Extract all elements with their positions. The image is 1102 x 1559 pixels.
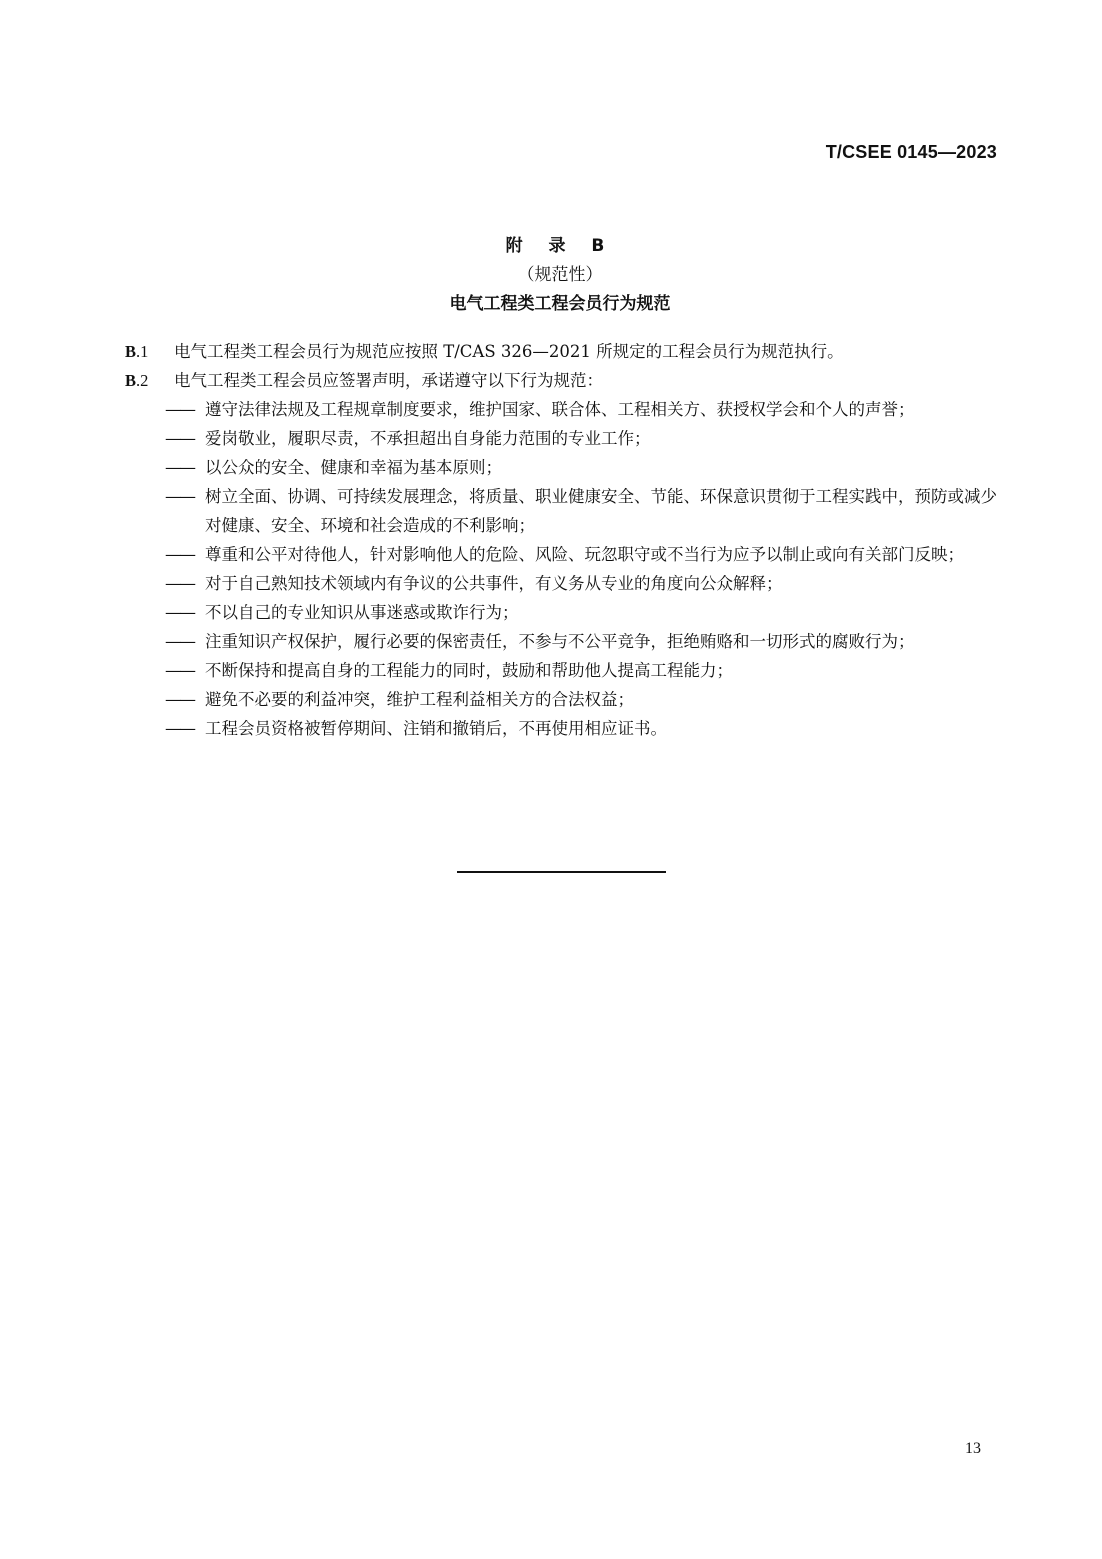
list-item-text: 不以自己的专业知识从事迷惑或欺诈行为； [205, 603, 519, 622]
page-number: 13 [965, 1440, 981, 1457]
clause-b1 [125, 337, 997, 366]
list-item [125, 424, 997, 453]
list-item [125, 656, 997, 685]
list-item-text: 以公众的安全、健康和幸福为基本原则； [205, 458, 502, 477]
annex-content [125, 337, 997, 743]
list-dash: —— [165, 661, 194, 680]
list-item-text: 树立全面、协调、可持续发展理念，将质量、职业健康安全、节能、环保意识贯彻于工程实践中，预防或减少对健康、安全、环境和社会造成的不利影响； [205, 487, 997, 535]
list-dash: —— [165, 458, 194, 477]
list-item-text: 避免不必要的利益冲突，维护工程利益相关方的合法权益； [205, 690, 634, 709]
list-item [125, 685, 997, 714]
list-item [125, 598, 997, 627]
annex-heading [0, 232, 1102, 319]
list-item-text: 对于自己熟知技术领域内有争议的公共事件，有义务从专业的角度向公众解释； [205, 574, 783, 593]
list-item [125, 627, 997, 656]
standard-number: T/CSEE 0145—2023 [825, 142, 997, 162]
list-dash: —— [165, 400, 194, 419]
list-dash: —— [165, 545, 194, 564]
list-item [125, 395, 997, 424]
annex-title: 附 录 B [505, 236, 615, 256]
list-dash: —— [165, 574, 194, 593]
list-item [125, 540, 997, 569]
list-item-text: 工程会员资格被暂停期间、注销和撤销后，不再使用相应证书。 [205, 719, 667, 738]
clause-text: 电气工程类工程会员应签署声明，承诺遵守以下行为规范： [174, 371, 603, 390]
clause-subnumber: .2 [136, 371, 149, 390]
list-dash: —— [165, 690, 194, 709]
list-item [125, 453, 997, 482]
clause-number [125, 337, 174, 366]
annex-name: 电气工程类工程会员行为规范 [449, 294, 671, 314]
list-dash: —— [165, 632, 194, 651]
list-item-text: 遵守法律法规及工程规章制度要求，维护国家、联合体、工程相关方、获授权学会和个人的声誉； [205, 400, 915, 419]
clause-number [125, 366, 174, 395]
list-item [125, 569, 997, 598]
clause-letter: B [125, 342, 137, 361]
clause-text: 电气工程类工程会员行为规范应按照 T/CAS 326—2021 所规定的工程会员行为规范执行。 [174, 342, 844, 361]
list-item-text: 尊重和公平对待他人，针对影响他人的危险、风险、玩忽职守或不当行为应予以制止或向有关部门反映； [205, 545, 964, 564]
list-dash: —— [165, 487, 194, 506]
clause-letter: B [125, 371, 137, 390]
annex-type: （规范性） [517, 265, 603, 285]
list-item-text: 爱岗敬业，履职尽责，不承担超出自身能力范围的专业工作； [205, 429, 651, 448]
list-dash: —— [165, 429, 194, 448]
clause-subnumber: .1 [136, 342, 149, 361]
list-item [125, 482, 997, 540]
list-item-text: 不断保持和提高自身的工程能力的同时，鼓励和帮助他人提高工程能力； [205, 661, 733, 680]
list-dash: —— [165, 603, 194, 622]
list-item-text: 注重知识产权保护，履行必要的保密责任，不参与不公平竞争，拒绝贿赂和一切形式的腐败行为； [205, 632, 915, 651]
list-item [125, 714, 997, 743]
end-rule-divider [457, 871, 666, 873]
clause-b2 [125, 366, 997, 395]
list-dash: —— [165, 719, 194, 738]
